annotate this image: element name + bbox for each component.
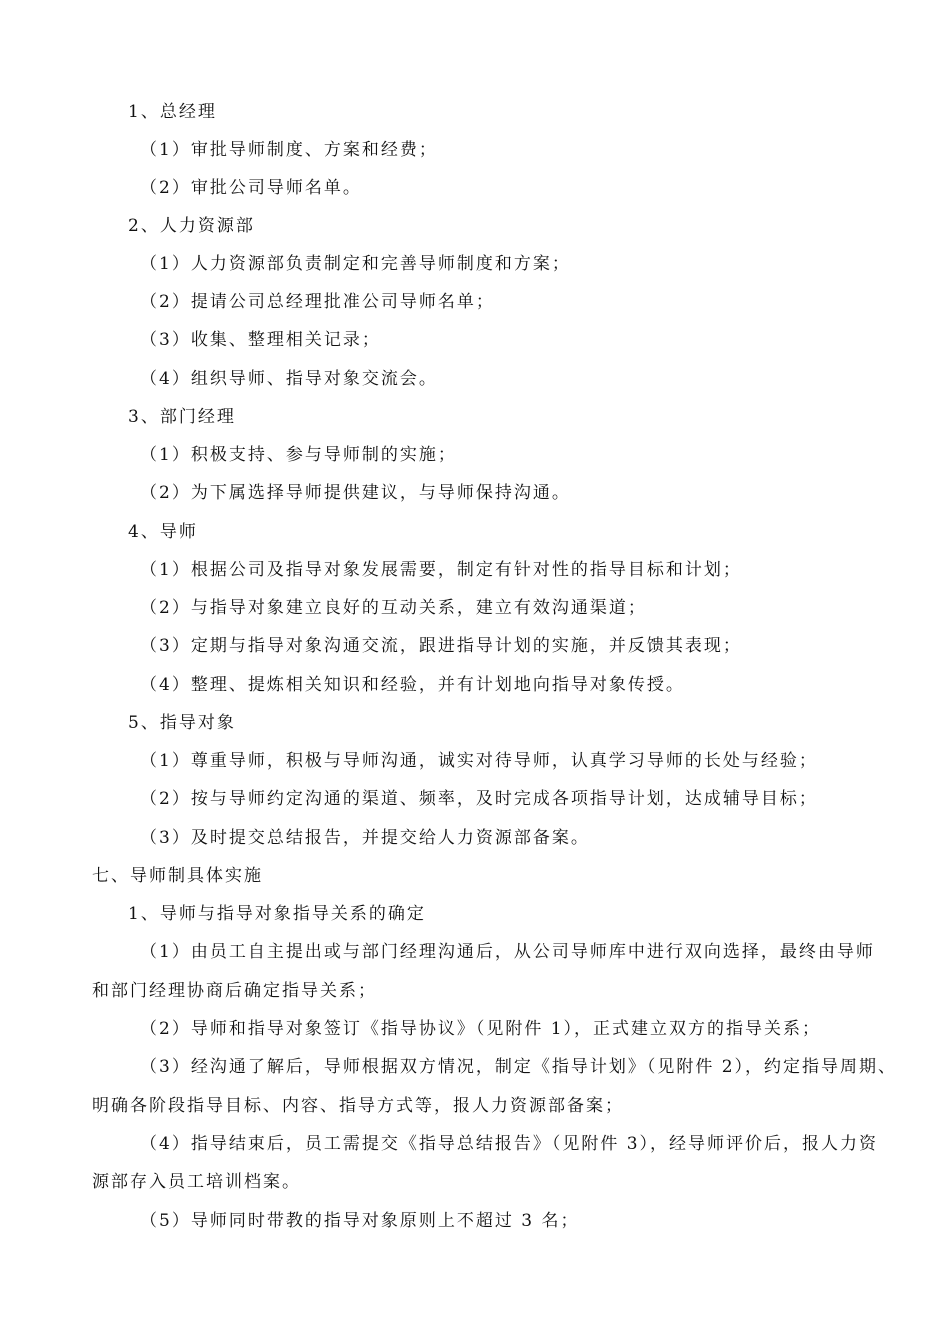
gm-item-2: （2）审批公司导师名单。 [140, 178, 362, 198]
s7-p1-line2: 和部门经理协商后确定指导关系； [92, 981, 377, 1001]
heading-general-manager: 1、总经理 [128, 102, 217, 122]
mentor-item-3: （3）定期与指导对象沟通交流，跟进指导计划的实施，并反馈其表现； [140, 636, 742, 656]
heading-mentor: 4、导师 [128, 522, 198, 542]
s7-p4-line1: （4）指导结束后，员工需提交《指导总结报告》（见附件 3），经导师评价后，报人力资 [140, 1134, 879, 1154]
heading-mentee: 5、指导对象 [128, 713, 236, 733]
s7-p5: （5）导师同时带教的指导对象原则上不超过 3 名； [140, 1211, 580, 1231]
hr-item-4: （4）组织导师、指导对象交流会。 [140, 369, 438, 389]
heading-hr-department: 2、人力资源部 [128, 216, 255, 236]
s7-p4-line2: 源部存入员工培训档案。 [92, 1172, 301, 1192]
mentee-item-3: （3）及时提交总结报告，并提交给人力资源部备案。 [140, 828, 590, 848]
s7-p3-line2: 明确各阶段指导目标、内容、指导方式等，报人力资源部备案； [92, 1096, 624, 1116]
s7-p3-line1: （3）经沟通了解后，导师根据双方情况，制定《指导计划》（见附件 2），约定指导周期、 [140, 1057, 898, 1077]
mentee-item-2: （2）按与导师约定沟通的渠道、频率，及时完成各项指导计划，达成辅导目标； [140, 789, 818, 809]
subsection-1-heading: 1、导师与指导对象指导关系的确定 [128, 904, 426, 924]
mentor-item-2: （2）与指导对象建立良好的互动关系，建立有效沟通渠道； [140, 598, 647, 618]
s7-p2: （2）导师和指导对象签订《指导协议》（见附件 1），正式建立双方的指导关系； [140, 1019, 822, 1039]
mentor-item-1: （1）根据公司及指导对象发展需要，制定有针对性的指导目标和计划； [140, 560, 742, 580]
gm-item-1: （1）审批导师制度、方案和经费； [140, 140, 438, 160]
dm-item-2: （2）为下属选择导师提供建议，与导师保持沟通。 [140, 483, 571, 503]
dm-item-1: （1）积极支持、参与导师制的实施； [140, 445, 457, 465]
hr-item-2: （2）提请公司总经理批准公司导师名单； [140, 292, 495, 312]
section-7-title: 七、导师制具体实施 [92, 866, 263, 886]
heading-department-manager: 3、部门经理 [128, 407, 236, 427]
hr-item-1: （1）人力资源部负责制定和完善导师制度和方案； [140, 254, 571, 274]
mentor-item-4: （4）整理、提炼相关知识和经验，并有计划地向指导对象传授。 [140, 675, 685, 695]
mentee-item-1: （1）尊重导师，积极与导师沟通，诚实对待导师，认真学习导师的长处与经验； [140, 751, 818, 771]
hr-item-3: （3）收集、整理相关记录； [140, 330, 381, 350]
s7-p1-line1: （1）由员工自主提出或与部门经理沟通后，从公司导师库中进行双向选择，最终由导师 [140, 942, 875, 962]
